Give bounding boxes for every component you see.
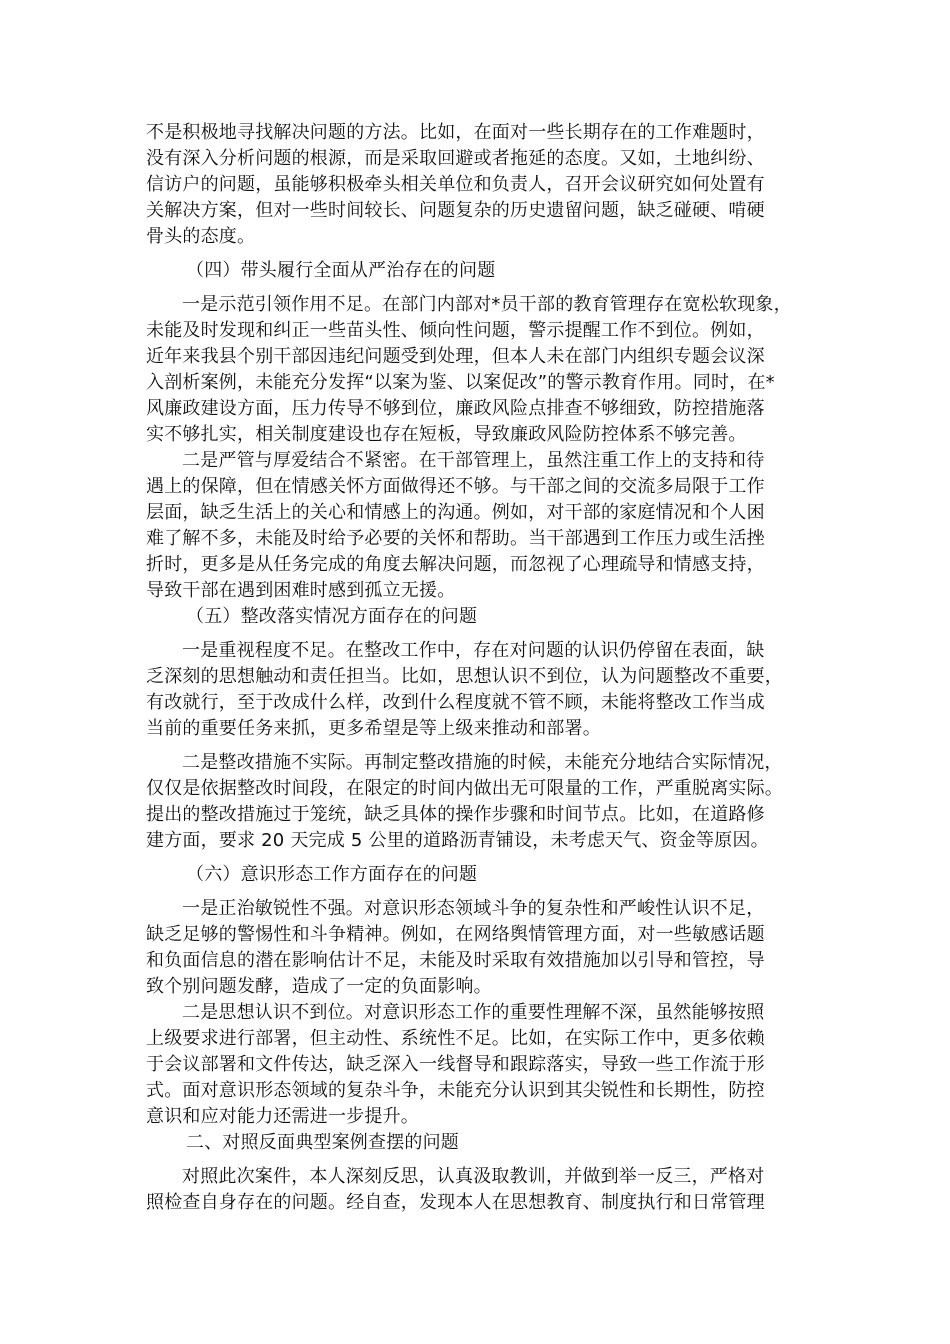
text-line: 实不够扎实，相关制度建设也存在短板，导致廉政风险防控体系不够完善。	[146, 424, 747, 445]
document-body	[146, 120, 806, 1216]
text-line: 没有深入分析问题的根源，而是采取回避或者拖延的态度。又如，土地纠纷、	[146, 148, 765, 169]
text-line: 二是思想认识不到位。对意识形态工作的重要性理解不深，虽然能够按照	[182, 1002, 765, 1023]
text-line: 不是积极地寻找解决问题的方法。比如，在面对一些长期存在的工作难题时，	[146, 122, 765, 143]
text-line: 难了解不多，未能及时给予必要的关怀和帮助。当干部遇到工作压力或生活挫	[146, 528, 765, 549]
text-line: 信访户的问题，虽能够积极牵头相关单位和负责人，召开会议研究如何处置有	[146, 174, 765, 195]
section-heading	[146, 258, 806, 284]
paragraph	[146, 750, 806, 854]
text-line: 于会议部署和文件传达，缺乏深入一线督导和跟踪落实，导致一些工作流于形	[146, 1054, 765, 1075]
text-line: 二是整改措施不实际。再制定整改措施的时候，未能充分地结合实际情况，	[182, 752, 783, 773]
section-heading	[146, 604, 806, 630]
text-line: 致个别问题发酵，造成了一定的负面影响。	[146, 976, 492, 997]
text-line: 二、对照反面典型案例查摆的问题	[186, 1132, 459, 1153]
text-line: 导致干部在遇到困难时感到孤立无援。	[146, 580, 456, 601]
text-line: 有改就行，至于改成什么样，改到什么程度就不管不顾，未能将整改工作当成	[146, 692, 765, 713]
text-line: 入剖析案例，未能充分发挥“以案为鉴、以案促改”的警示教育作用。同时，在*	[146, 372, 775, 393]
text-line: 未能及时发现和纠正一些苗头性、倾向性问题，警示提醒工作不到位。例如，	[146, 320, 765, 341]
text-line: 一是示范引领作用不足。在部门内部对*员干部的教育管理存在宽松软现象，	[182, 294, 792, 315]
text-line: 一是重视程度不足。在整改工作中，存在对问题的认识仍停留在表面，缺	[182, 640, 765, 661]
text-line: 和负面信息的潜在影响估计不足，未能及时采取有效措施加以引导和管控，导	[146, 950, 765, 971]
paragraph	[146, 448, 806, 604]
paragraph-gap	[146, 1156, 806, 1164]
text-line: 仅仅是依据整改时间段，在限定的时间内做出无可限量的工作，严重脱离实际。	[146, 778, 783, 799]
text-line: （五）整改落实情况方面存在的问题	[186, 606, 478, 627]
text-line: 二是严管与厚爱结合不紧密。在干部管理上，虽然注重工作上的支持和待	[182, 450, 765, 471]
text-line: （六）意识形态工作方面存在的问题	[186, 864, 478, 885]
paragraph	[146, 120, 806, 250]
text-line: 乏深刻的思想触动和责任担当。比如，思想认识不到位，认为问题整改不重要，	[146, 666, 783, 687]
text-line: 提出的整改措施过于笼统，缺乏具体的操作步骤和时间节点。比如，在道路修	[146, 804, 765, 825]
section-heading	[146, 1130, 806, 1156]
section-heading	[146, 862, 806, 888]
paragraph-gap	[146, 888, 806, 896]
text-line: 风廉政建设方面，压力传导不够到位，廉政风险点排查不够细致，防控措施落	[146, 398, 765, 419]
text-line: （四）带头履行全面从严治存在的问题	[186, 260, 496, 281]
text-line: 式。面对意识形态领域的复杂斗争，未能充分认识到其尖锐性和长期性，防控	[146, 1080, 765, 1101]
paragraph	[146, 1000, 806, 1130]
text-line: 照检查自身存在的问题。经自查，发现本人在思想教育、制度执行和日常管理	[146, 1192, 765, 1213]
paragraph-gap	[146, 742, 806, 750]
text-line: 上级要求进行部署，但主动性、系统性不足。比如，在实际工作中，更多依赖	[146, 1028, 765, 1049]
text-line: 骨头的态度。	[146, 226, 256, 247]
text-line: 一是正治敏锐性不强。对意识形态领域斗争的复杂性和严峻性认识不足，	[182, 898, 765, 919]
text-line: 近年来我县个别干部因违纪问题受到处理，但本人未在部门内组织专题会议深	[146, 346, 765, 367]
text-line: 层面，缺乏生活上的关心和情感上的沟通。例如，对干部的家庭情况和个人困	[146, 502, 765, 523]
text-line: 对照此次案件，本人深刻反思，认真汲取教训，并做到举一反三，严格对	[182, 1166, 765, 1187]
paragraph	[146, 896, 806, 1000]
text-line: 建方面，要求 20 天完成 5 公里的道路沥青铺设，未考虑天气、资金等原因。	[146, 830, 769, 851]
text-line: 折时，更多是从任务完成的角度去解决问题，而忽视了心理疏导和情感支持，	[146, 554, 765, 575]
paragraph-gap	[146, 250, 806, 258]
text-line: 意识和应对能力还需进一步提升。	[146, 1106, 419, 1127]
paragraph-gap	[146, 284, 806, 292]
text-line: 遇上的保障，但在情感关怀方面做得还不够。与干部之间的交流多局限于工作	[146, 476, 765, 497]
text-line: 当前的重要任务来抓，更多希望是等上级来推动和部署。	[146, 718, 601, 739]
paragraph-gap	[146, 630, 806, 638]
paragraph	[146, 638, 806, 742]
text-line: 关解决方案，但对一些时间较长、问题复杂的历史遗留问题，缺乏碰硬、啃硬	[146, 200, 765, 221]
text-line: 缺乏足够的警惕性和斗争精神。例如，在网络舆情管理方面，对一些敏感话题	[146, 924, 765, 945]
paragraph-gap	[146, 854, 806, 862]
paragraph	[146, 292, 806, 448]
paragraph	[146, 1164, 806, 1216]
